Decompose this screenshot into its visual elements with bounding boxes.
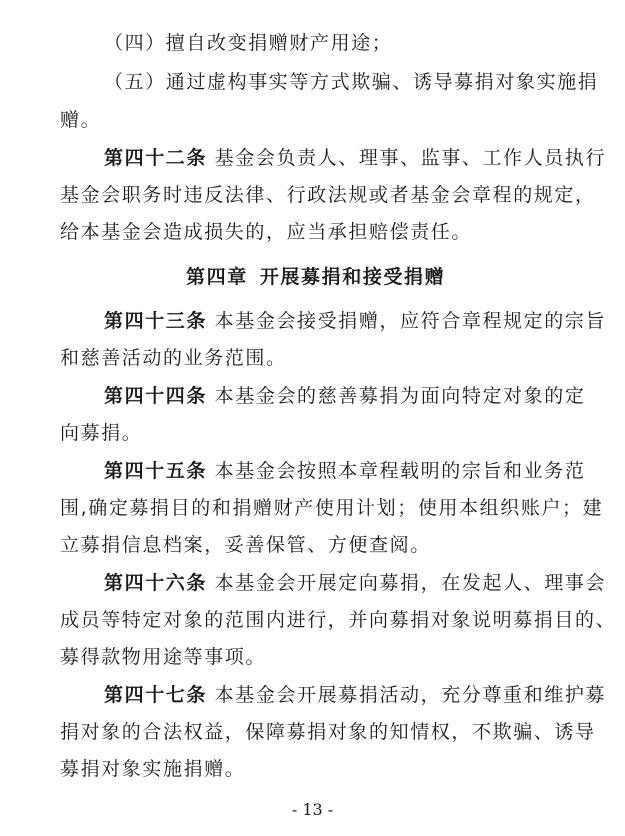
article-43-label: 第四十三条	[104, 310, 208, 332]
article-45-label: 第四十五条	[104, 460, 208, 482]
article-46-line1	[104, 571, 606, 595]
article-46-label: 第四十六条	[104, 572, 208, 594]
item-5-line2: 赠。	[60, 109, 102, 131]
article-44-label: 第四十四条	[104, 385, 208, 407]
article-44-line2: 向募捐。	[60, 422, 143, 444]
article-45-line1	[104, 459, 585, 483]
article-47-text: 本基金会开展募捐活动，充分尊重和维护募	[207, 684, 607, 706]
article-42-label: 第四十二条	[104, 147, 208, 169]
article-44-text: 本基金会的慈善募捐为面向特定对象的定	[207, 385, 586, 407]
article-45-text: 本基金会按照本章程载明的宗旨和业务范	[207, 460, 586, 482]
chapter-number: 第四章	[186, 266, 248, 288]
article-42-line1	[104, 146, 606, 170]
article-47-label: 第四十七条	[104, 684, 208, 706]
article-44-line1	[104, 384, 585, 408]
item-5-line1: （五）通过虚构事实等方式欺骗、诱导募捐对象实施捐	[104, 71, 599, 93]
article-46-line2: 成员等特定对象的范围内进行，并向募捐对象说明募捐目的、	[60, 609, 617, 631]
article-45-line2: 围,确定募捐目的和捐赠财产使用计划；使用本组织账户；建	[60, 497, 604, 519]
chapter-title: 开展募捐和接受捐赠	[259, 266, 446, 288]
article-47-line3: 募捐对象实施捐赠。	[60, 758, 246, 780]
article-46-line3: 募得款物用途等事项。	[60, 646, 267, 668]
page-number: - 13 -	[291, 800, 334, 819]
item-4: （四）擅自改变捐赠财产用途；	[104, 32, 393, 54]
chapter-heading	[186, 265, 445, 289]
article-42-line2: 基金会职务时违反法律、行政法规或者基金会章程的规定，	[60, 184, 596, 206]
article-42-text: 基金会负责人、理事、监事、工作人员执行	[207, 147, 607, 169]
article-43-line1	[104, 309, 606, 333]
article-45-line3: 立募捐信息档案，妥善保管、方便查阅。	[60, 534, 431, 556]
article-43-text: 本基金会接受捐赠，应符合章程规定的宗旨	[207, 310, 607, 332]
article-47-line1	[104, 683, 606, 707]
article-43-line2: 和慈善活动的业务范围。	[60, 347, 287, 369]
article-46-text: 本基金会开展定向募捐，在发起人、理事会	[207, 572, 607, 594]
article-47-line2: 捐对象的合法权益，保障募捐对象的知情权，不欺骗、诱导	[60, 721, 596, 743]
article-42-line3: 给本基金会造成损失的，应当承担赔偿责任。	[60, 221, 473, 243]
